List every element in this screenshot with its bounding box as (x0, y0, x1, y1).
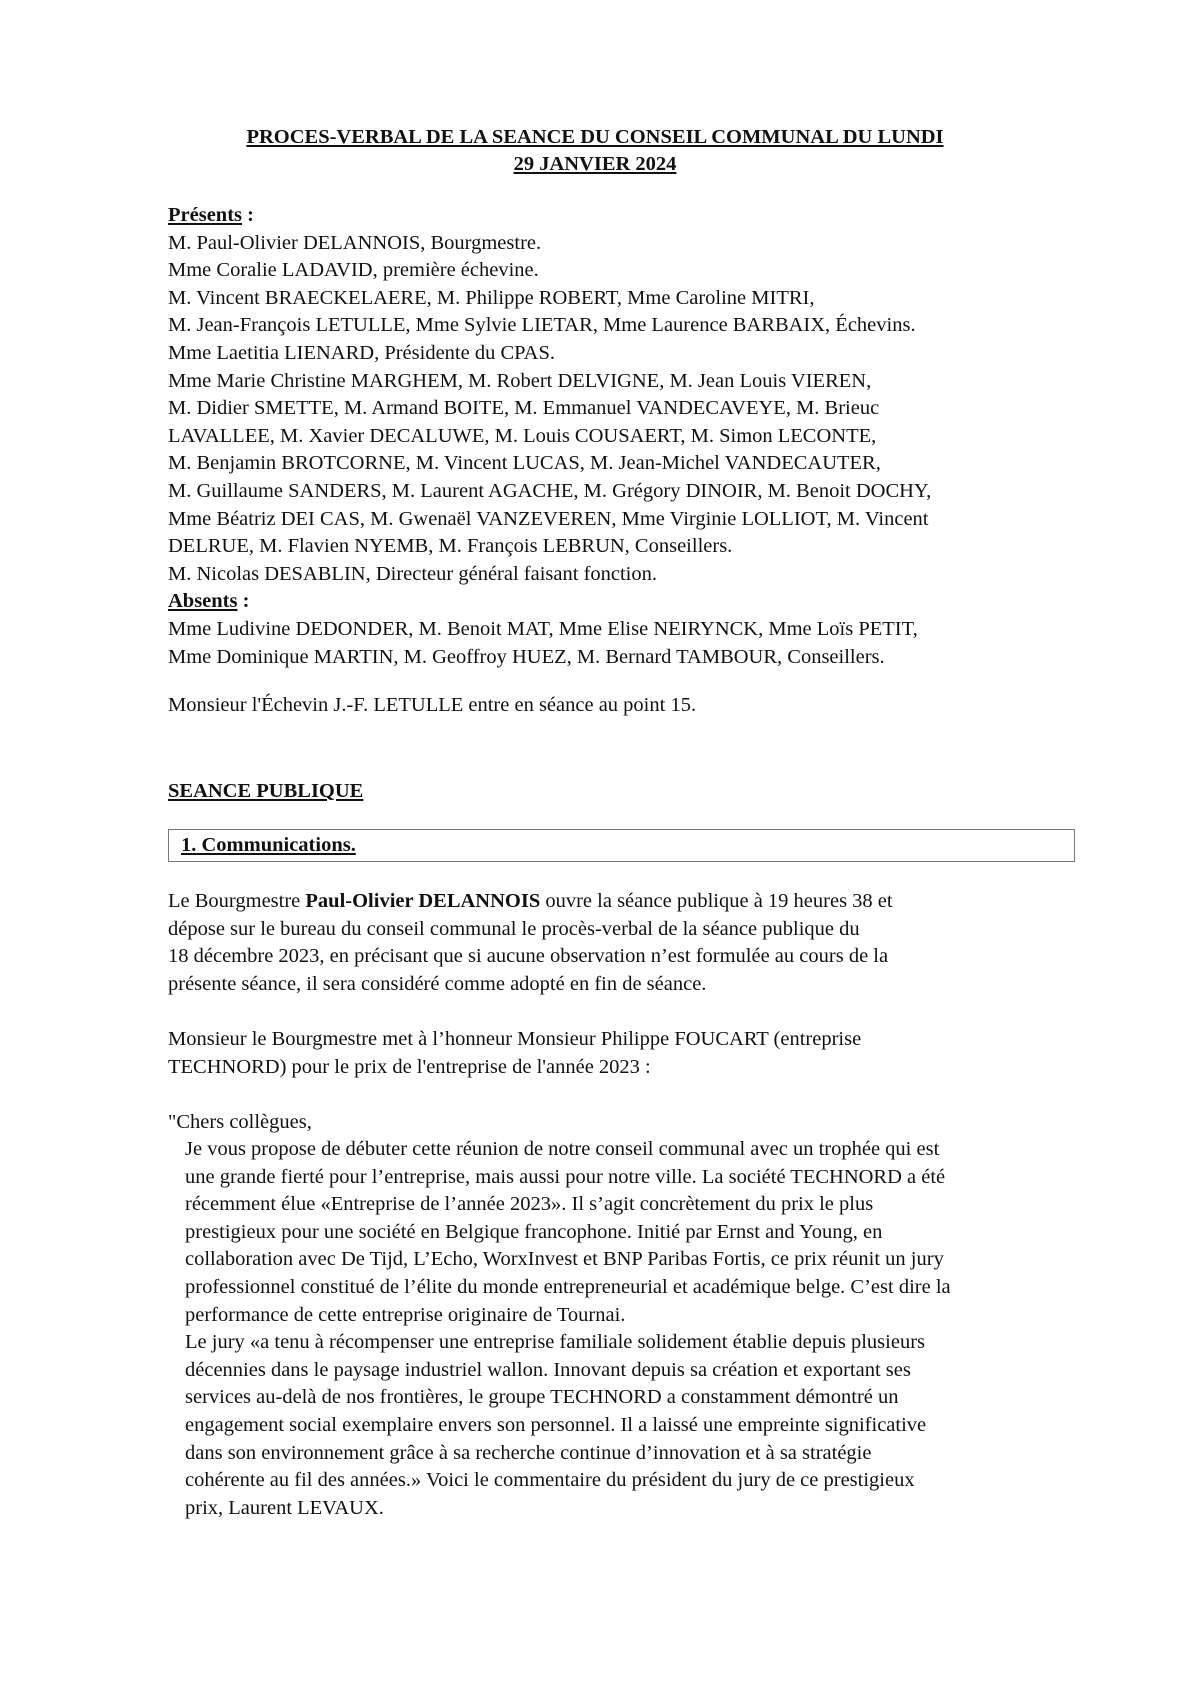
agenda-item-box (168, 829, 1075, 862)
paragraph-line: Monsieur le Bourgmestre met à l’honneur Monsieur Philippe FOUCART (entreprise (168, 1028, 862, 1050)
paragraph-line: Le Bourgmestre Paul-Olivier DELANNOIS ouvre la séance publique à 19 heures 38 et (168, 890, 893, 912)
paragraph-line: 18 décembre 2023, en précisant que si aucune observation n’est formulée au cours de la (168, 945, 889, 968)
absents-heading: Absents : (168, 590, 250, 613)
speech-line: services au-delà de nos frontières, le groupe TECHNORD a constamment démontré un (185, 1386, 899, 1409)
arrival-note: Monsieur l'Échevin J.-F. LETULLE entre en séance au point 15. (168, 694, 697, 716)
presents-line: M. Benjamin BROTCORNE, M. Vincent LUCAS, M. Jean-Michel VANDECAUTER, (168, 452, 881, 475)
presents-line: Mme Laetitia LIENARD, Présidente du CPAS. (168, 341, 555, 364)
presents-line: M. Vincent BRAECKELAERE, M. Philippe ROBERT, Mme Caroline MITRI, (168, 286, 815, 309)
presents-line: M. Guillaume SANDERS, M. Laurent AGACHE, M. Grégory DINOIR, M. Benoit DOCHY, (168, 479, 932, 502)
paragraph-line: TECHNORD) pour le prix de l'entreprise de l'année 2023 : (168, 1055, 651, 1078)
speech-line: Le jury «a tenu à récompenser une entreprise familiale solidement établie depuis plusieurs (185, 1331, 926, 1354)
speech-line: une grande fierté pour l’entreprise, mais aussi pour notre ville. La société TECHNORD a été (185, 1165, 946, 1188)
speech-line: décennies dans le paysage industriel wallon. Innovant depuis sa création et exportant ses (185, 1358, 911, 1381)
presents-line: M. Nicolas DESABLIN, Directeur général faisant fonction. (168, 562, 658, 585)
speech-line: cohérente au fil des années.» Voici le commentaire du président du jury de ce prestigieux (185, 1469, 915, 1492)
absents-line: Mme Dominique MARTIN, M. Geoffroy HUEZ, M. Bernard TAMBOUR, Conseillers. (168, 645, 885, 668)
mayor-name: Paul-Olivier DELANNOIS (305, 890, 541, 912)
presents-line: M. Jean-François LETULLE, Mme Sylvie LIETAR, Mme Laurence BARBAIX, Échevins. (168, 314, 916, 337)
presents-line: M. Didier SMETTE, M. Armand BOITE, M. Emmanuel VANDECAVEYE, M. Brieuc (168, 397, 880, 420)
speech-line: professionnel constitué de l’élite du monde entrepreneurial et académique belge. C’est dire la (185, 1275, 951, 1298)
speech-line: dans son environnement grâce à sa recherche continue d’innovation et à sa stratégie (185, 1441, 872, 1464)
speech-body (185, 1136, 1105, 1522)
title-line-1: PROCES-VERBAL DE LA SEANCE DU CONSEIL COMMUNAL DU LUNDI (246, 126, 944, 148)
opening-paragraph (168, 888, 1098, 998)
title-line-2: 29 JANVIER 2024 (513, 153, 677, 175)
paragraph-line: présente séance, il sera considéré comme adopté en fin de séance. (168, 972, 707, 995)
absents-line: Mme Ludivine DEDONDER, M. Benoit MAT, Mme Elise NEIRYNCK, Mme Loïs PETIT, (168, 617, 918, 640)
speech-line: performance de cette entreprise originaire de Tournai. (185, 1303, 626, 1326)
speech-line: engagement social exemplaire envers son personnel. Il a laissé une empreinte significative (185, 1413, 927, 1436)
speech-line: prix, Laurent LEVAUX. (185, 1496, 384, 1519)
speech-line: prestigieux pour une société en Belgique francophone. Initié par Ernst and Young, en (185, 1220, 883, 1243)
presents-line: Mme Coralie LADAVID, première échevine. (168, 259, 539, 282)
agenda-item-title: 1. Communications. (181, 834, 356, 856)
attendance-list (168, 202, 1098, 671)
presents-line: DELRUE, M. Flavien NYEMB, M. François LEBRUN, Conseillers. (168, 535, 733, 558)
speech-line: collaboration avec De Tijd, L’Echo, WorxInvest et BNP Paribas Fortis, ce prix réunit un jury (185, 1248, 944, 1271)
speech-opening: "Chers collègues, (168, 1111, 312, 1133)
page-title (160, 124, 1030, 178)
paragraph-line: dépose sur le bureau du conseil communal le procès-verbal de la séance publique du (168, 917, 860, 940)
presents-line: LAVALLEE, M. Xavier DECALUWE, M. Louis COUSAERT, M. Simon LECONTE, (168, 424, 877, 447)
speech-line: récemment élue «Entreprise de l’année 2023». Il s’agit concrètement du prix le plus (185, 1193, 874, 1216)
presents-line: Mme Béatriz DEI CAS, M. Gwenaël VANZEVEREN, Mme Virginie LOLLIOT, M. Vincent (168, 507, 929, 530)
speech-line: Je vous propose de débuter cette réunion de notre conseil communal avec un trophée qui est (185, 1138, 940, 1160)
presents-heading: Présents : (168, 204, 254, 226)
presents-line: Mme Marie Christine MARGHEM, M. Robert DELVIGNE, M. Jean Louis VIEREN, (168, 369, 872, 392)
section-heading: SEANCE PUBLIQUE (168, 780, 364, 802)
presents-line: M. Paul-Olivier DELANNOIS, Bourgmestre. (168, 231, 542, 254)
award-paragraph (168, 1026, 1098, 1081)
